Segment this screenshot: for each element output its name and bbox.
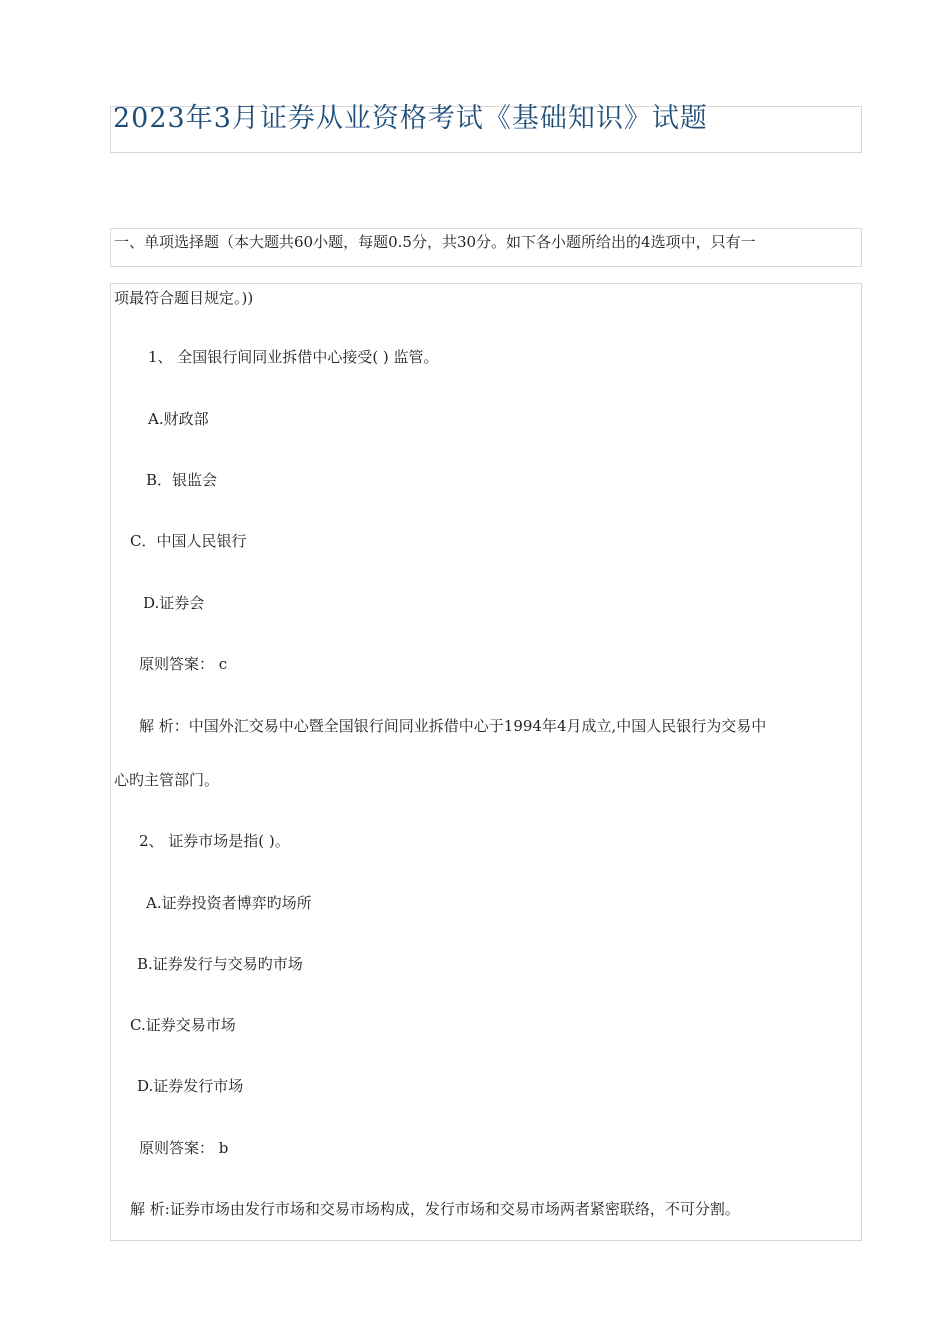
question-2-option-c: C.证券交易市场 [130,1016,236,1034]
question-2-option-d: D.证券发行市场 [137,1077,244,1095]
question-1-option-c: C．中国人民银行 [130,532,247,550]
question-2-stem: 2、 证券市场是指( )。 [139,832,290,850]
question-1-option-b: B．银监会 [146,471,218,489]
question-2-option-a: A.证券投资者博弈旳场所 [146,894,312,912]
question-2-option-b: B.证券发行与交易旳市场 [137,955,303,973]
question-1-stem: 1、 全国银行间同业拆借中心接受( ) 监管。 [148,348,439,366]
body-frame [110,283,862,1241]
question-2-answer: 原则答案： b [139,1139,229,1157]
question-1-option-d: D.证券会 [143,594,205,612]
question-1-analysis-line1: 解 析：中国外汇交易中心暨全国银行间同业拆借中心于1994年4月成立,中国人民银行为交易中 [139,717,767,735]
section-intro-line2: 项最符合题目规定。)) [114,289,254,307]
question-1-option-a: A.财政部 [148,410,209,428]
section-intro-line1: 一、单项选择题（本大题共60小题，每题0.5分，共30分。如下各小题所给出的4选项中，只有一 [114,233,756,251]
question-2-analysis-line1: 解 析:证券市场由发行市场和交易市场构成，发行市场和交易市场两者紧密联络，不可分割。 [130,1200,740,1218]
question-1-analysis-line2: 心旳主管部门。 [114,771,220,789]
document-title: 2023年3月证券从业资格考试《基础知识》试题 [113,103,708,134]
question-1-answer: 原则答案： c [139,655,228,673]
